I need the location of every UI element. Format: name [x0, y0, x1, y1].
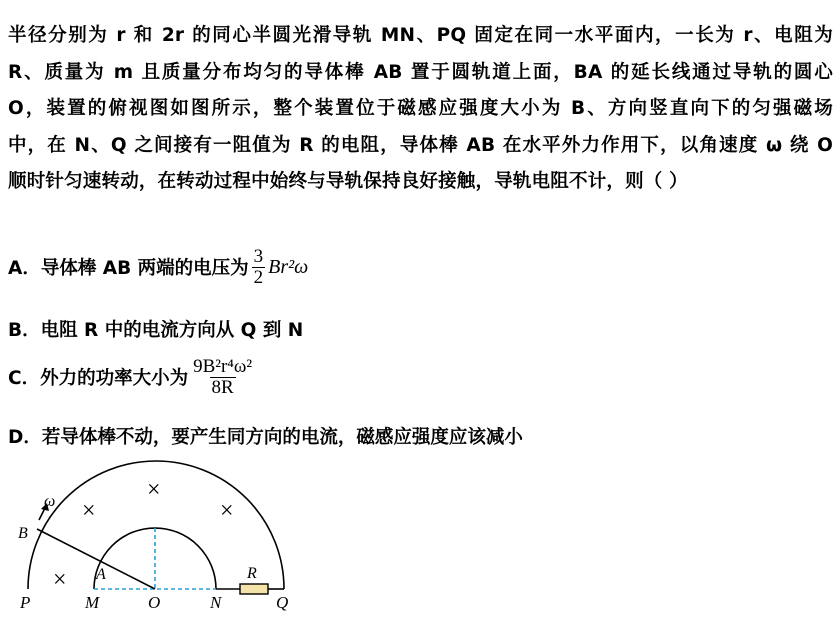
question-line-3: O，装置的俯视图如图所示，整个装置位于磁感应强度大小为 B、方向竖直向下的匀强磁场 [8, 98, 833, 119]
option-a-expression: Br²ω [268, 255, 309, 278]
label-r: R [247, 565, 257, 582]
option-d-text: D．若导体棒不动，要产生同方向的电流，磁感应强度应该减小 [8, 427, 523, 448]
option-a-numerator: 3 [253, 246, 264, 267]
label-a: A [96, 566, 106, 583]
label-omega: ω [44, 493, 56, 510]
question-line-4: 中，在 N、Q 之间接有一阻值为 R 的电阻，导体棒 AB 在水平外力作用下，以角速度 ω 绕 O [8, 134, 833, 156]
field-cross-2: × [82, 498, 96, 524]
option-c-numerator: 9B²r⁴ω² [193, 356, 253, 377]
question-line-1: 半径分别为 r 和 2r 的同心半圆光滑导轨 MN、PQ 固定在同一水平面内，一长为 r、电阻为 [8, 25, 833, 46]
option-b-text: B．电阻 R 中的电流方向从 Q 到 N [8, 320, 304, 341]
field-cross-4: × [53, 567, 67, 593]
question-line-5: 顺时针匀速转动，在转动过程中始终与导轨保持良好接触，导轨电阻不计，则（ ） [8, 171, 688, 192]
option-c-denominator: 8R [211, 376, 234, 398]
label-q: Q [276, 593, 289, 612]
question-line-2: R、质量为 m 且质量分布均匀的导体棒 AB 置于圆轨道上面，BA 的延长线通过导轨的圆心 [8, 61, 833, 83]
option-a-prefix: A．导体棒 AB 两端的电压为 [8, 258, 249, 280]
label-m: M [85, 593, 100, 612]
label-b: B [18, 525, 28, 542]
field-cross-3: × [220, 498, 234, 524]
option-a-denominator: 2 [253, 266, 264, 288]
field-cross-1: × [147, 477, 161, 503]
label-n: N [210, 593, 222, 612]
option-c-prefix: C．外力的功率大小为 [8, 368, 189, 390]
label-p: P [20, 593, 31, 612]
resistor [240, 584, 268, 594]
label-o: O [148, 593, 161, 612]
